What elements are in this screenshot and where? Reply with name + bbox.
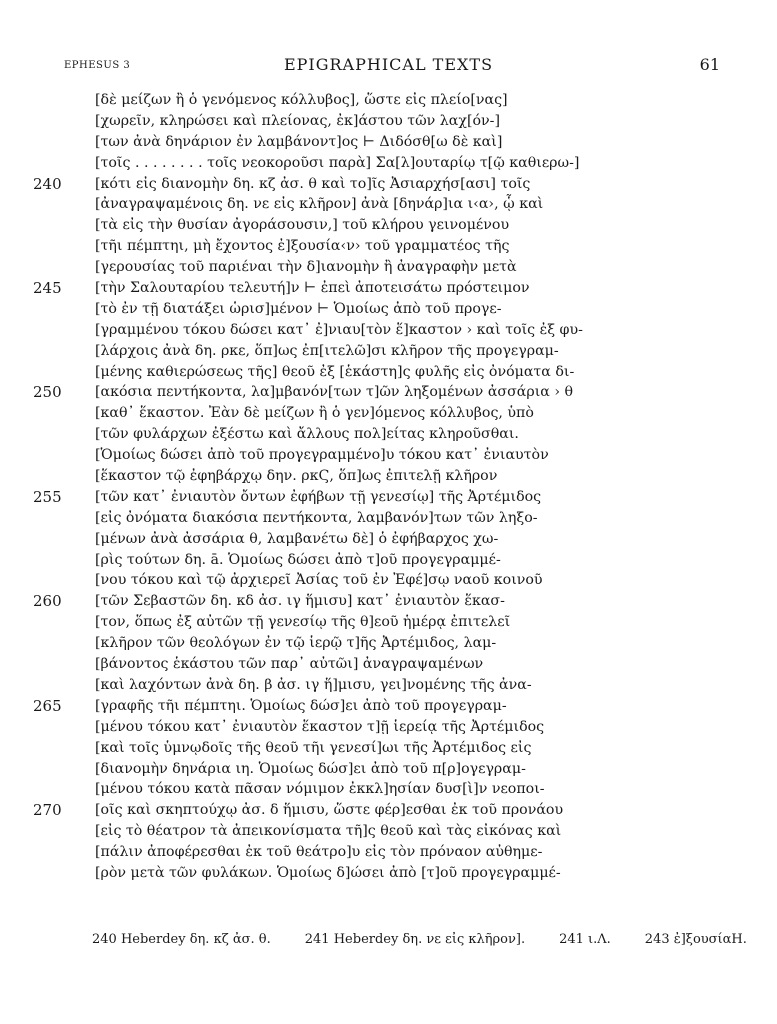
line-text: [γερουσίας τοῦ παριέναι τὴν δ]ιανομὴν ἢ ἀναγραφὴν μετὰ [95,259,517,276]
text-line [0,550,777,571]
header-title: EPIGRAPHICAL TEXTS [283,55,494,74]
text-line [0,236,777,257]
line-text: [μένου τόκου κατὰ πᾶσαν νόμιμον ἐκκλ]ησίαν δυσ[ὶ]ν νεοποι- [95,781,545,798]
line-number: 255 [33,487,62,506]
critical-apparatus [92,932,747,947]
apparatus-note: 240 Heberdey δη. κζ ἀσ. θ. [92,932,271,947]
text-line [0,487,777,508]
text-line [0,403,777,424]
line-text: [μένου τόκου κατ᾽ ἐνιαυτὸν ἕκαστον τ]ῇ ἱερείᾳ τῆς Ἀρτέμιδος [95,718,545,735]
text-line [0,800,777,821]
line-text: [ρὸν μετὰ τῶν φυλάκων. Ὁμοίως δ]ώσει ἀπὸ [τ]οῦ προγεγραμμέ- [95,864,561,881]
line-text: [τοῖς . . . . . . . . τοῖς νεοκοροῦσι παρὰ] Σα[λ]ουταρίῳ τ[ῷ καθιερω-] [95,154,580,171]
text-line [0,759,777,780]
text-line [0,508,777,529]
line-number: 260 [33,592,62,611]
line-text: [διανομὴν δηνάρια ιη. Ὁμοίως δώσ]ει ἀπὸ τοῦ π[ρ]ογεγραμ- [95,760,526,777]
text-line [0,362,777,383]
line-number: 250 [33,383,62,402]
text-line [0,341,777,362]
header-left: EPHESUS 3 [64,60,131,71]
text-line [0,654,777,675]
line-text: [τῶν κατ᾽ ἐνιαυτὸν ὄντων ἐφήβων τῇ γενεσίῳ] τῆς Ἀρτέμιδος [95,488,542,505]
text-line [0,257,777,278]
text-line [0,445,777,466]
line-text: [πάλιν ἀποφέρεσθαι ἐκ τοῦ θεάτρο]υ εἰς τὸν πρόναον αὐθημε- [95,844,543,861]
text-line [0,194,777,215]
text-line [0,382,777,403]
text-line [0,132,777,153]
line-text: [γραφῆς τῆι πέμπτηι. Ὁμοίως δώσ]ει ἀπὸ τοῦ προγεγραμ- [95,697,507,714]
running-header [0,54,777,80]
line-text: [κότι εἰς διανομὴν δη. κζ ἀσ. θ καὶ το]ῖς Ἀσιαρχήσ[ασι] τοῖς [95,175,531,192]
line-number: 265 [33,696,62,715]
text-line [0,779,777,800]
line-text: [τὸ ἐν τῇ διατάξει ὡρισ]μένον ⊢ Ὁμοίως ἀπὸ τοῦ προγε- [95,300,502,317]
line-text: [δὲ μείζων ἢ ὁ γενόμενος κόλλυβος], ὥστε εἰς πλείο[νας] [95,92,508,108]
text-line [0,612,777,633]
line-text: [τῆι πέμπτηι, μὴ ἔχοντος ἐ]ξουσία‹ν› τοῦ γραμματέος τῆς [95,238,510,255]
text-line [0,717,777,738]
line-text: [καὶ λαχόντων ἀνὰ δη. β ἀσ. ιγ ἥ]μισυ, γει]νομένης τῆς ἀνα- [95,676,532,693]
line-number: 240 [33,174,62,193]
line-text: [τῶν φυλάρχων ἐξέστω καὶ ἄλλους πολ]είτας κληροῦσθαι. [95,426,519,443]
inscription-text [0,90,777,884]
line-text: [κλῆρον τῶν θεολόγων ἐν τῷ ἱερῷ τ]ῆς Ἀρτέμιδος, λαμ- [95,635,497,652]
apparatus-note: 241 ι.Λ. [559,932,611,947]
text-line [0,863,777,884]
text-line [0,633,777,654]
page-number: 61 [699,55,720,74]
line-text: [μένων ἀνὰ ἀσσάρια θ, λαμβανέτω δὲ] ὁ ἐφήβαρχος χω- [95,530,499,547]
text-line [0,320,777,341]
line-text: [οῖς καὶ σκηπτούχῳ ἀσ. δ ἥμισυ, ὥστε φέρ]εσθαι ἐκ τοῦ προνάου [95,802,564,819]
text-line [0,174,777,195]
line-text: [τῶν Σεβαστῶν δη. κδ ἀσ. ιγ ἥμισυ] κατ᾽ ἐνιαυτὸν ἕκασ- [95,593,505,610]
text-line [0,90,777,111]
line-text: [γραμμένου τόκου δώσει κατ᾽ ἐ]νιαυ[τὸν ἕ]καστον › καὶ τοῖς ἐξ φυ- [95,321,583,338]
line-text: [νου τόκου καὶ τῷ ἀρχιερεῖ Ἀσίας τοῦ ἐν Ἐφέ]σῳ ναοῦ κοινοῦ [95,572,543,589]
line-text: [βάνοντος ἑκάστου τῶν παρ᾽ αὐτῶι] ἀναγραψαμένων [95,656,484,673]
text-line [0,570,777,591]
apparatus-note: 241 Heberdey δη. νε εἰς κλῆρον]. [304,932,526,947]
text-line [0,842,777,863]
text-line [0,153,777,174]
text-line [0,215,777,236]
line-text: [τὰ εἰς τὴν θυσίαν ἀγοράσουσιν,] τοῦ κλήρου γεινομένου [95,217,510,234]
line-text: [εἰς τὸ θέατρον τὰ ἀπεικονίσματα τῆ]ς θεοῦ καὶ τὰς εἰκόνας καὶ [95,823,562,840]
line-text: [ἕκαστον τῷ ἐφηβάρχῳ δην. ρκϚ, ὅπ]ως ἐπιτελῇ κλῆρον [95,468,498,485]
line-text: [ρὶς τούτων δη. ā. Ὁμοίως δώσει ἀπὸ τ]οῦ προγεγραμμέ- [95,551,501,568]
text-line [0,696,777,717]
text-line [0,278,777,299]
line-number: 245 [33,279,62,298]
apparatus-note: 243 ἐ]ξουσίαH. [644,932,747,947]
line-text: [τὴν Σαλουταρίου τελευτή]ν ⊢ ἐπεὶ ἀποτεισάτω πρόστειμον [95,280,530,297]
text-line [0,591,777,612]
line-text: [ακόσια πεντήκοντα, λα]μβανόν[των τ]ῶν ληξομένων ἀσσάρια › θ [95,384,574,401]
line-text: [τον, ὅπως ἐξ αὐτῶν τῇ γενεσίῳ τῆς θ]εοῦ ἡμέρᾳ ἐπιτελεῖ [95,614,511,631]
line-text: [ἀναγραψαμένοις δη. νε εἰς κλῆρον] ἀνὰ [δηνάρ]ια ι‹α›, ᾧ καὶ [95,196,544,213]
line-text: [καθ᾽ ἕκαστον. Ἐὰν δὲ μείζων ἢ ὁ γεν]όμενος κόλλυβος, ὑπὸ [95,405,534,422]
text-line [0,821,777,842]
text-line [0,424,777,445]
line-text: [καὶ τοῖς ὑμνῳδοῖς τῆς θεοῦ τῆι γενεσί]ωι τῆς Ἀρτέμιδος εἰς [95,739,532,756]
line-text: [εἰς ὀνόματα διακόσια πεντήκοντα, λαμβανόν]των τῶν ληξο- [95,509,538,526]
line-text: [Ὁμοίως δώσει ἀπὸ τοῦ προγεγραμμένο]υ τόκου κατ᾽ ἐνιαυτὸν [95,447,549,464]
line-number: 270 [33,801,62,820]
line-text: [των ἀνὰ δηνάριον ἐν λαμβάνοντ]ος ⊢ Διδόσθ[ω δὲ καὶ] [95,133,503,150]
text-line [0,299,777,320]
line-text: [μένης καθιερώσεως τῆς] θεοῦ ἐξ [ἑκάστη]ς φυλῆς εἰς ὀνόματα δι- [95,363,575,380]
text-line [0,738,777,759]
text-line [0,111,777,132]
text-line [0,466,777,487]
line-text: [λάρχοις ἀνὰ δη. ρκε, ὅπ]ως ἐπ[ιτελῶ]σι κλῆρον τῆς προγεγραμ- [95,342,559,359]
text-line [0,529,777,550]
line-text: [χωρεῖν, κληρώσει καὶ πλείονας, ἐκ]άστου τῶν λαχ[όν-] [95,112,500,129]
text-line [0,675,777,696]
